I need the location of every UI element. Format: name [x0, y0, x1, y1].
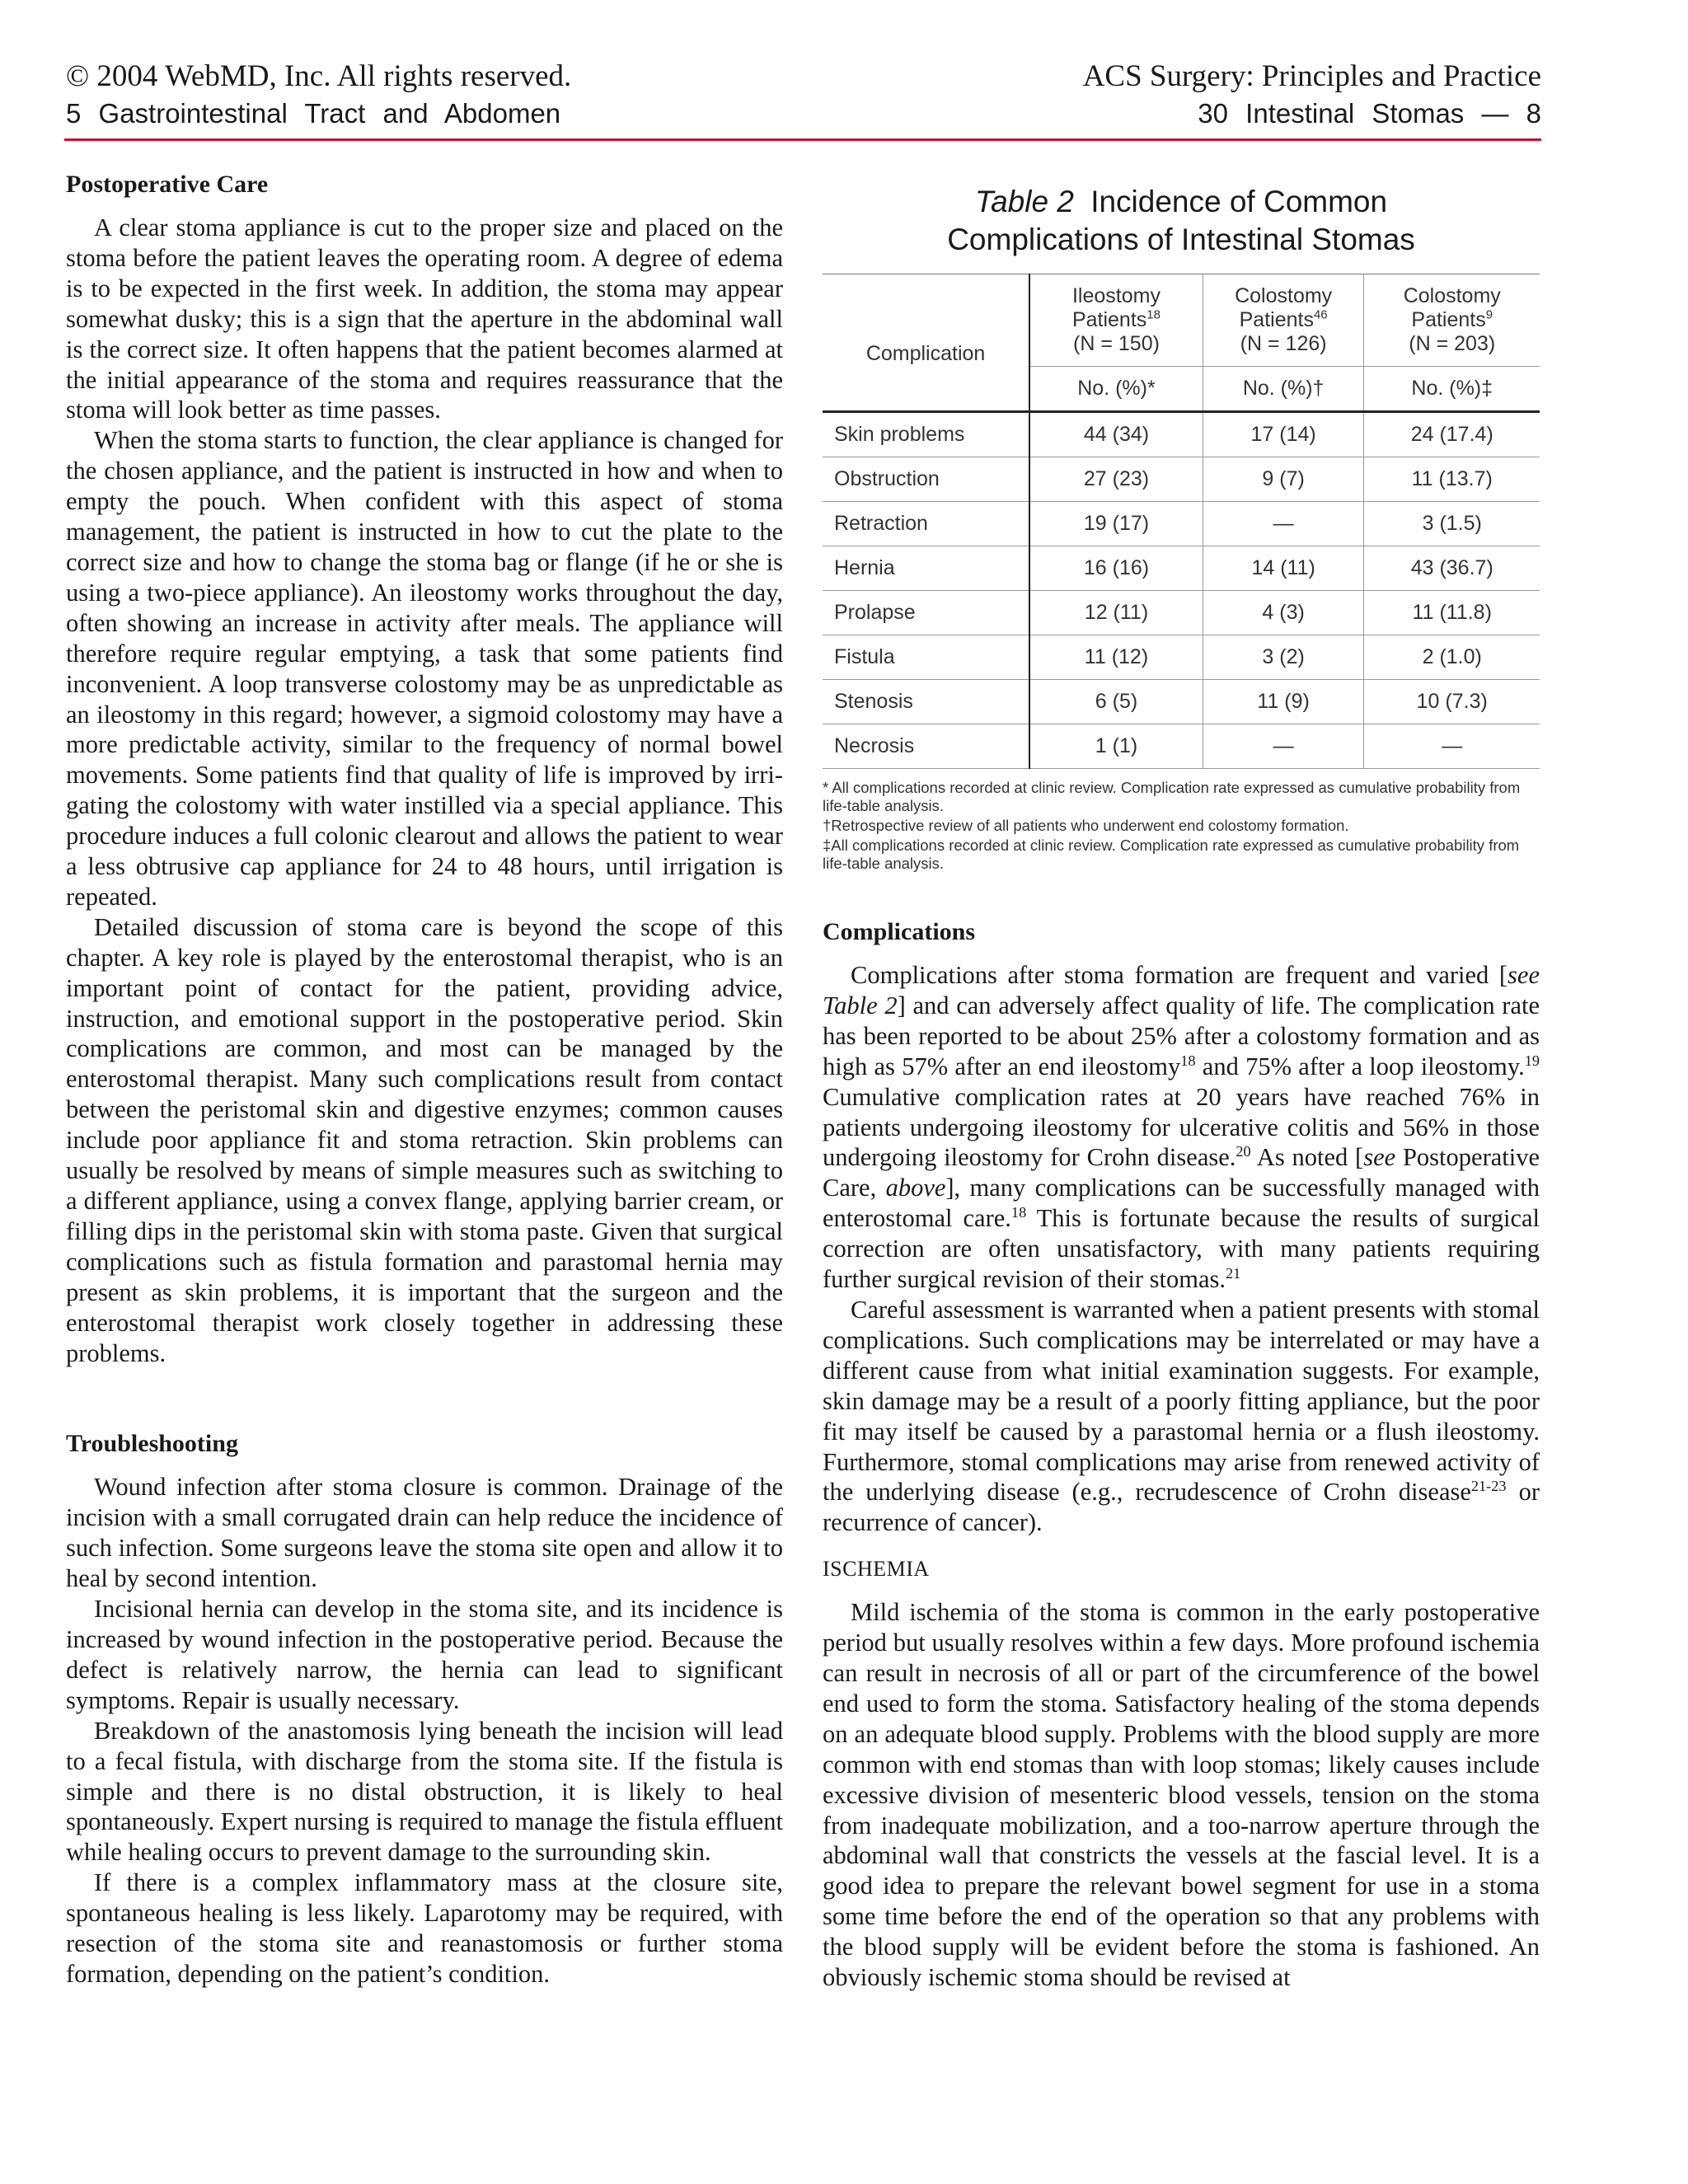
header-left — [66, 58, 571, 132]
copyright-line: © 2004 WebMD, Inc. All rights reserved. — [66, 59, 572, 93]
trouble-paragraph-4: If there is a complex inflammatory mass at the closure site, spontaneous healing is less likely. Laparotomy may be required, with resection of the stoma site and reanastomosis or further stoma formation, depending on the patient’s condition. — [66, 1868, 783, 1988]
ischemia-paragraph-1: Mild ischemia of the stoma is common in the early postoperative period but usually resolves within a few days. More profound ischemia can result in necrosis of all or part of the circumference of the bowel end used to form the stoma. Satisfactory healing of the stoma depends on an adequate blood supply. Problems with the blood supply are more common with end stomas than with loop stomas; likely causes include excessive division of mesenteric blood vessels, tension on the stoma from inadequate mobilization, and a too-narrow aperture through the abdominal wall that constricts the vessels at the fascial level. It is a good idea to prepare the relevant bowel segment for use in a stoma some time before the end of the operation so that any problems with the blood supply will be evident before the stoma is fashioned. An obviously ischemic stoma should be revised at — [823, 1598, 1540, 1992]
row-label: Retraction — [823, 502, 1029, 546]
header-colostomy-1: Colostomy Patients$^{46}$ (N = 126) — [1203, 274, 1364, 367]
table-row — [823, 591, 1540, 635]
right-column — [823, 168, 1540, 1993]
cell: — — [1203, 724, 1364, 769]
chapter-line: 30 Intestinal Stomas — 8 — [1198, 98, 1541, 129]
complications-paragraph-1: Complications after stoma formation are frequent and varied [see Table 2] and can adversely affect quality of life. The complication rate has been reported to be about 25% after a colostomy formation and as high as 57% after an end ileostomy$^{18}$ and 75% after a loop ileostomy.$^{19}$ Cumulative complication rates at 20 years have reached 76% in patients undergoing ileostomy for ulcerative colitis and 56% in those undergoing ileostomy for Crohn disease.$^{20}$ As noted [see Postoperative Care, above], many complications can be successfully managed with enterostomal care.$^{18}$ This is fortunate because the results of surgical correction are often unsatisfactory, with many patients requiring further surgical revision of their stomas.$^{21}$ — [823, 961, 1540, 1294]
cell: 6 (5) — [1029, 680, 1203, 724]
book-title: ACS Surgery: Principles and Practice — [1082, 59, 1541, 93]
postop-paragraph-1: A clear stoma appliance is cut to the proper size and placed on the stoma before the patient leaves the operating room. A degree of edema is to be expected in the first week. In addition, the stoma may appear somewhat dusky; this is a sign that the aperture in the abdominal wall is the correct size. It often happens that the patient becomes alarmed at the initial appearance of the stoma and requires reassurance that the stoma will look better as time passes. — [66, 213, 783, 424]
unit-colostomy-2: No. (%)‡ — [1364, 367, 1540, 412]
postop-paragraph-2: When the stoma starts to function, the clear appliance is changed for the chosen appliance, and the patient is instructed in how and when to empty the pouch. When confident with this aspect of stoma management, the patient is instructed in how to cut the plate to the correct size and how to change the stoma bag or flange (if he or she is using a two-piece appliance). An ileostomy works throughout the day, often showing an increase in activity after meals. The appliance will therefore require regular emptying, a task that some patients find inconvenient. A loop transverse colostomy may be as unpredictable as an ileostomy in this regard; however, a sigmoid colostomy may have a more predictable activity, similar to the frequency of normal bowel movements. Some patients find that quality of life is improved by irrigating the colostomy with water instilled via a special appliance. This procedure induces a full colonic clearout and allows the patient to wear a less obtrusive cap appliance for 24 to 48 hours, until irrigation is repeated. — [66, 426, 783, 911]
trouble-paragraph-2: Incisional hernia can develop in the stoma site, and its incidence is increased by wound infection in the postoperative period. Because the defect is relatively narrow, the hernia can lead to significant symptoms. Repair is usually necessary. — [66, 1595, 783, 1714]
unit-colostomy-1: No. (%)† — [1203, 367, 1364, 412]
cell: 24 (17.4) — [1410, 423, 1493, 447]
cell: 17 (14) — [1203, 412, 1364, 457]
trouble-paragraph-1: Wound infection after stoma closure is common. Drainage of the incision with a small corrugated drain can help reduce the incidence of such infection. Some surgeons leave the stoma site open and allow it to heal by second intention. — [66, 1473, 783, 1593]
cell: 43 (36.7) — [1364, 546, 1540, 591]
footnote-dagger: †Retrospective review of all patients who underwent end colostomy formation. — [823, 817, 1349, 834]
row-label: Obstruction — [823, 457, 1029, 502]
row-label: Skin problems — [823, 412, 1029, 457]
header-colostomy-2: Colostomy Patients$^9$ (N = 203) — [1364, 274, 1540, 367]
cell: 10 (7.3) — [1364, 680, 1540, 724]
header-complication: Complication — [823, 274, 1029, 412]
table-row — [823, 724, 1540, 769]
row-label: Fistula — [823, 635, 1029, 680]
table-footnotes — [823, 779, 1540, 873]
complications-paragraph-2: Careful assessment is warranted when a patient presents with stomal complications. Such complications may be interrelated or may have a different cause from what initial examination suggests. For example, skin damage may be a result of a poorly fitting appliance, but the poor fit may itself be caused by a parastomal hernia or a flush ileostomy. Furthermore, stomal complications may arise from renewed activity of the underlying disease (e.g., recrudescence of Crohn disease$^{21-23}$ or recurrence of cancer). — [823, 1295, 1540, 1537]
section-gap — [823, 874, 1540, 916]
table-header-row — [823, 274, 1540, 367]
table-row — [823, 680, 1540, 724]
header-ileostomy: Ileostomy Patients$^{18}$ (N = 150) — [1029, 274, 1203, 367]
complications-heading: Complications — [823, 918, 976, 945]
cell: 2 (1.0) — [1364, 635, 1540, 680]
postop-paragraph-3: Detailed discussion of stoma care is beyond the scope of this chapter. A key role is played by the enterostomal therapist, who is an important point of contact for the patient, providing advice, instruction, and emotional support in the postoperative period. Skin complications are common, and most can be managed by the enterostomal therapist. Many such complications result from contact between the peristomal skin and digestive enzymes; common causes include poor appliance fit and stoma retraction. Skin problems can usually be resolved by means of simple measures such as switching to a different appliance, using a convex flange, applying barrier cream, or filling dips in the peristomal skin with stoma paste. Given that surgical complications such as fistula formation and parastomal hernia may present as skin problems, it is important that the surgeon and the enterostomal therapist work closely together in addressing these problems. — [66, 912, 783, 1367]
table-row — [823, 635, 1540, 680]
cell: 9 (7) — [1203, 457, 1364, 502]
header-rule — [64, 138, 1541, 141]
complications-table — [823, 274, 1540, 769]
footnote-star: * All complications recorded at clinic review. Complication rate expressed as cumulative probability from life-table analysis. — [823, 779, 1521, 814]
cell: 11 (11.8) — [1364, 591, 1540, 635]
cell: 3 (1.5) — [1364, 502, 1540, 546]
section-gap — [66, 1368, 783, 1427]
cell: 11 (13.7) — [1364, 457, 1540, 502]
table-label: Table 2 — [974, 185, 1074, 218]
section-line: 5 Gastrointestinal Tract and Abdomen — [66, 98, 561, 129]
left-column — [66, 168, 783, 1990]
cell: 1 (1) — [1029, 724, 1203, 769]
cell: 4 (3) — [1203, 591, 1364, 635]
table-row — [823, 457, 1540, 502]
row-label: Stenosis — [823, 680, 1029, 724]
cell: 16 (16) — [1029, 546, 1203, 591]
table-row — [823, 412, 1540, 457]
table-row — [823, 502, 1540, 546]
cell: 19 (17) — [1029, 502, 1203, 546]
cell: 27 (23) — [1029, 457, 1203, 502]
cell: — — [1364, 724, 1540, 769]
table-title-line-1: Incidence of Common — [1090, 185, 1388, 218]
cell: 12 (11) — [1029, 591, 1203, 635]
footnote-double-dagger: ‡All complications recorded at clinic review. Complication rate expressed as cumulative probability from life-table analysis. — [823, 837, 1520, 872]
table-2 — [823, 183, 1540, 873]
ischemia-heading: ISCHEMIA — [823, 1557, 930, 1582]
cell: 11 (12) — [1029, 635, 1203, 680]
table-row — [823, 546, 1540, 591]
header-right — [1083, 58, 1541, 132]
row-label: Hernia — [823, 546, 1029, 591]
cell: 44 (34) — [1029, 412, 1203, 457]
cell: 3 (2) — [1203, 635, 1364, 680]
troubleshooting-heading: Troubleshooting — [66, 1430, 238, 1458]
trouble-paragraph-3: Breakdown of the anastomosis lying beneath the incision will lead to a fecal fistula, with discharge from the stoma site. If the fistula is simple and there is no distal obstruction, it is likely to heal spontaneously. Expert nursing is required to manage the fistula effluent while healing occurs to prevent damage to the surrounding skin. — [66, 1716, 783, 1867]
section-gap — [823, 1538, 1540, 1553]
cell: 14 (11) — [1203, 546, 1364, 591]
postop-heading: Postoperative Care — [66, 171, 269, 198]
cell: — — [1203, 502, 1364, 546]
row-label: Prolapse — [823, 591, 1029, 635]
table-title — [823, 183, 1540, 259]
cell: 11 (9) — [1203, 680, 1364, 724]
table-title-line-2: Complications of Intestinal Stomas — [947, 223, 1415, 256]
unit-ileostomy: No. (%)* — [1029, 367, 1203, 412]
row-label: Necrosis — [823, 724, 1029, 769]
